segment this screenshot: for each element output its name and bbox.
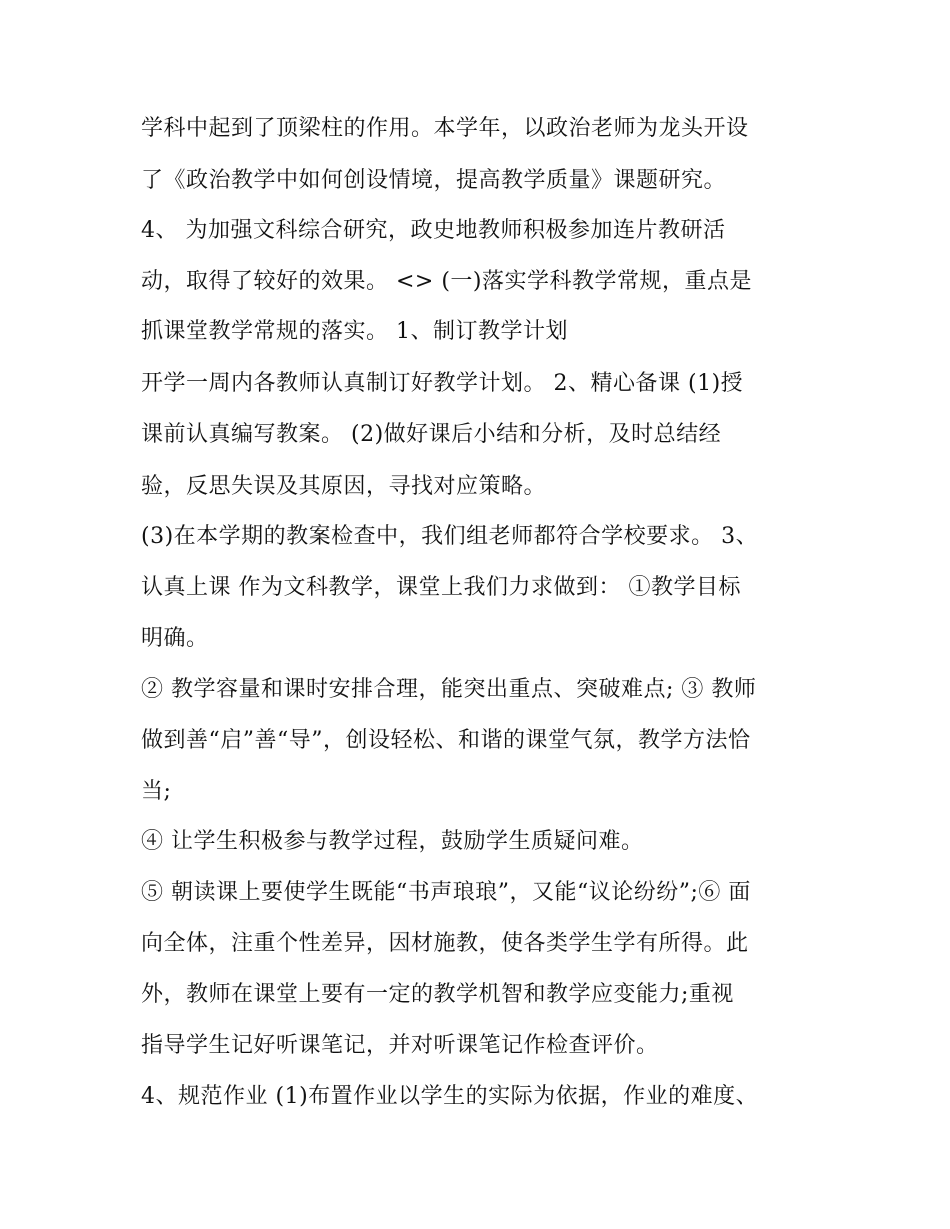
- text-line: 当;: [141, 779, 172, 804]
- text-line: 开学一周内各教师认真制订好教学计划。 2、精心备课 (1)授: [141, 371, 744, 396]
- text-line: 验，反思失误及其原因，寻找对应策略。: [141, 474, 547, 499]
- text-line: 了《政治教学中如何创设情境，提高教学质量》课题研究。: [141, 168, 727, 193]
- text-line: 做到善“启”善“导”，创设轻松、和谐的课堂气氛，教学方法恰: [141, 728, 751, 753]
- text-line: ② 教学容量和课时安排合理，能突出重点、突破难点; ③ 教师: [141, 677, 757, 702]
- text-line: 学科中起到了顶梁柱的作用。本学年，以政治老师为龙头开设: [141, 116, 749, 141]
- text-line: 课前认真编写教案。 (2)做好课后小结和分析，及时总结经: [141, 422, 722, 447]
- text-line: 外，教师在课堂上要有一定的教学机智和教学应变能力;重视: [141, 982, 734, 1007]
- text-line: 指导学生记好听课笔记，并对听课笔记作检查评价。: [141, 1033, 659, 1058]
- text-line: 4、规范作业 (1)布置作业以学生的实际为依据，作业的难度、: [141, 1084, 759, 1109]
- text-line: 向全体，注重个性差异，因材施教，使各类学生学有所得。此: [141, 931, 749, 956]
- text-line: ④ 让学生积极参与教学过程，鼓励学生质疑问难。: [141, 829, 644, 854]
- text-line: (3)在本学期的教案检查中，我们组老师都符合学校要求。 3、: [141, 524, 759, 549]
- text-line: 明确。: [141, 626, 209, 651]
- text-line: 动，取得了较好的效果。 <> (一)落实学科教学常规，重点是: [141, 269, 753, 294]
- text-line: 4、 为加强文科综合研究，政史地教师积极参加连片教研活: [141, 218, 726, 243]
- text-line: 认真上课 作为文科教学，课堂上我们力求做到： ①教学目标: [141, 575, 741, 600]
- text-line: 抓课堂教学常规的落实。 1、制订教学计划: [141, 319, 568, 344]
- text-line: ⑤ 朝读课上要使学生既能“书声琅琅”，又能“议论纷纷”;⑥ 面: [141, 880, 751, 905]
